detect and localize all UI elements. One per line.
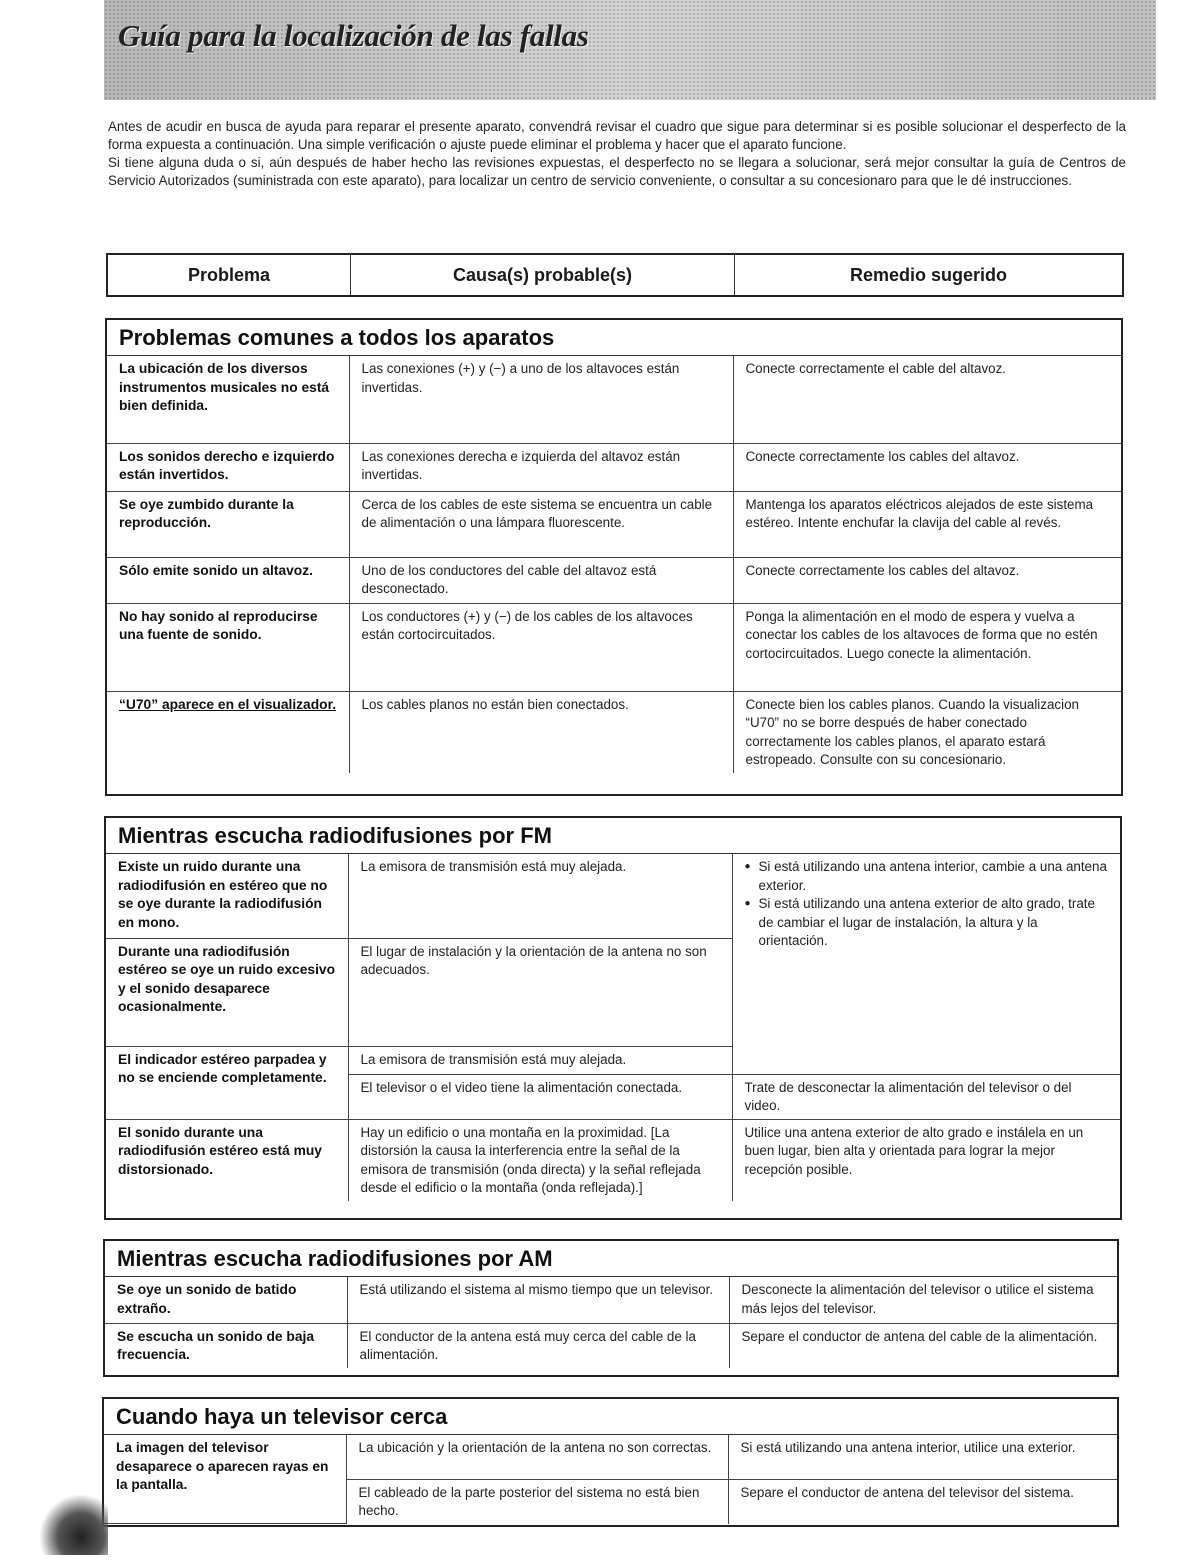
cause-cell: Las conexiones derecha e izquierda del altavoz están invertidas. xyxy=(349,443,733,491)
remedy-cell: Mantenga los aparatos eléctricos alejados de este sistema estéreo. Intente enchufar la clavija del cable al revés. xyxy=(733,491,1121,557)
table-row xyxy=(107,557,1121,603)
remedy-cell xyxy=(732,854,1120,1074)
problem-table xyxy=(106,854,1120,1201)
table-row xyxy=(106,854,1120,938)
table-row xyxy=(105,1323,1117,1368)
cause-cell: Uno de los conductores del cable del altavoz está desconectado. xyxy=(349,557,733,603)
page-title: Guía para la localización de las fallas xyxy=(118,18,589,53)
cause-cell: Cerca de los cables de este sistema se encuentra un cable de alimentación o una lámpara fluorescente. xyxy=(349,491,733,557)
cause-cell: Hay un edificio o una montaña en la proximidad. [La distorsión la causa la interferencia entre la señal de la emisora de transmisión (onda directa) y la señal reflejada desde el edificio o la montaña (onda reflejada).] xyxy=(348,1119,732,1201)
table-row xyxy=(107,356,1121,443)
intro-paragraph-1: Antes de acudir en busca de ayuda para reparar el presente aparato, convendrá revisar el cuadro que sigue para determinar si es posible solucionar el desperfecto de la forma expuesta a continuación. Una simple verificación o ajuste puede eliminar el problema y hacer que el aparato funcione. xyxy=(108,119,1126,152)
problem-cell: Los sonidos derecho e izquierdo están invertidos. xyxy=(107,443,349,491)
cause-cell: Está utilizando el sistema al mismo tiempo que un televisor. xyxy=(347,1277,729,1323)
column-header-remedy: Remedio sugerido xyxy=(849,264,1008,285)
cause-cell: El televisor o el video tiene la alimentación conectada. xyxy=(348,1074,732,1119)
remedy-cell: Separe el conductor de antena del televisor del sistema. xyxy=(728,1479,1117,1524)
column-header-problem: Problema xyxy=(108,255,351,295)
section-am xyxy=(103,1239,1119,1377)
table-row xyxy=(107,491,1121,557)
cause-cell: Los cables planos no están bien conectados. xyxy=(349,691,733,773)
remedy-cell: Si está utilizando una antena interior, utilice una exterior. xyxy=(728,1435,1117,1479)
table-row xyxy=(107,691,1121,773)
cause-cell: La emisora de transmisión está muy alejada. xyxy=(348,1046,732,1074)
list-item: ● Si está utilizando una antena interior, cambie a una antena exterior. xyxy=(745,858,1111,895)
problem-cell: El sonido durante una radiodifusión estéreo está muy distorsionado. xyxy=(106,1119,348,1201)
problem-text: “U70” aparece en el visualizador. xyxy=(119,696,337,712)
section-fm xyxy=(104,816,1122,1220)
remedy-cell: Trate de desconectar la alimentación del televisor o del video. xyxy=(732,1074,1120,1119)
problem-cell: La ubicación de los diversos instrumentos musicales no está bien definida. xyxy=(107,356,349,443)
cause-cell: Las conexiones (+) y (−) a uno de los altavoces están invertidas. xyxy=(349,356,733,443)
column-header-cause: Causa(s) probable(s) xyxy=(351,255,735,295)
intro-paragraph-2: Si tiene alguna duda o si, aún después de haber hecho las revisiones expuestas, el desperfecto no se llegara a solucionar, será mejor consultar la guía de Centros de Servicio Autorizados (suministrada con este aparato), para localizar un centro de servicio conveniente, o consultar a su concesionaro para que le dé instrucciones. xyxy=(108,155,1126,188)
problem-cell: Se escucha un sonido de baja frecuencia. xyxy=(105,1323,347,1368)
table-row xyxy=(104,1435,1117,1479)
remedy-cell: Conecte correctamente los cables del altavoz. xyxy=(733,443,1121,491)
remedy-cell: Separe el conductor de antena del cable de la alimentación. xyxy=(729,1323,1117,1368)
problem-cell: Existe un ruido durante una radiodifusión en estéreo que no se oye durante la radiodifusión en mono. xyxy=(106,854,348,938)
cause-cell: El conductor de la antena está muy cerca del cable de la alimentación. xyxy=(347,1323,729,1368)
problem-table xyxy=(107,356,1121,773)
problem-cell: Durante una radiodifusión estéreo se oye un ruido excesivo y el sonido desaparece ocasionalmente. xyxy=(106,938,348,1046)
remedy-list xyxy=(745,858,1111,951)
cause-cell: La emisora de transmisión está muy alejada. xyxy=(348,854,732,938)
section-common-problems xyxy=(105,318,1123,796)
list-item: ● Si está utilizando una antena exterior de alto grado, trate de cambiar el lugar de instalación, la altura y la orientación. xyxy=(745,895,1111,951)
remedy-cell: Utilice una antena exterior de alto grado e instálela en un buen lugar, bien alta y orientada para lograr la mejor recepción posible. xyxy=(732,1119,1120,1201)
problem-cell: Sólo emite sonido un altavoz. xyxy=(107,557,349,603)
remedy-cell: Conecte correctamente el cable del altavoz. xyxy=(733,356,1121,443)
column-header-row xyxy=(106,253,1124,297)
cause-cell: El cableado de la parte posterior del sistema no está bien hecho. xyxy=(346,1479,728,1524)
problem-cell xyxy=(107,691,349,773)
table-row xyxy=(105,1277,1117,1323)
scan-corner-mark xyxy=(40,1495,108,1555)
section-title: Mientras escucha radiodifusiones por AM xyxy=(105,1241,1117,1277)
remedy-cell: Conecte bien los cables planos. Cuando la visualizacion “U70” no se borre después de haber conectado correctamente los cables planos, el aparato estará estropeado. Consulte con su concesionario. xyxy=(733,691,1121,773)
problem-cell: No hay sonido al reproducirse una fuente de sonido. xyxy=(107,603,349,691)
table-row xyxy=(106,1119,1120,1201)
cause-cell: El lugar de instalación y la orientación de la antena no son adecuados. xyxy=(348,938,732,1046)
title-banner xyxy=(104,0,1156,100)
cause-cell: Los conductores (+) y (−) de los cables de los altavoces están cortocircuitados. xyxy=(349,603,733,691)
problem-cell: El indicador estéreo parpadea y no se enciende completamente. xyxy=(106,1046,348,1119)
section-title: Problemas comunes a todos los aparatos xyxy=(107,320,1121,356)
section-title: Mientras escucha radiodifusiones por FM xyxy=(106,818,1120,854)
problem-cell: Se oye zumbido durante la reproducción. xyxy=(107,491,349,557)
remedy-cell: Conecte correctamente los cables del altavoz. xyxy=(733,557,1121,603)
section-tv xyxy=(102,1397,1119,1527)
table-row xyxy=(107,443,1121,491)
intro-text xyxy=(108,118,1126,190)
remedy-cell: Ponga la alimentación en el modo de espera y vuelva a conectar los cables de los altavoces de forma que no estén cortocircuitados. Luego conecte la alimentación. xyxy=(733,603,1121,691)
problem-table xyxy=(104,1435,1117,1524)
section-title: Cuando haya un televisor cerca xyxy=(104,1399,1117,1435)
problem-cell: La imagen del televisor desaparece o aparecen rayas en la pantalla. xyxy=(104,1435,346,1524)
cause-cell: La ubicación y la orientación de la antena no son correctas. xyxy=(346,1435,728,1479)
problem-table xyxy=(105,1277,1117,1368)
problem-cell: Se oye un sonido de batido extraño. xyxy=(105,1277,347,1323)
remedy-cell: Desconecte la alimentación del televisor o utilice el sistema más lejos del televisor. xyxy=(729,1277,1117,1323)
table-row xyxy=(107,603,1121,691)
